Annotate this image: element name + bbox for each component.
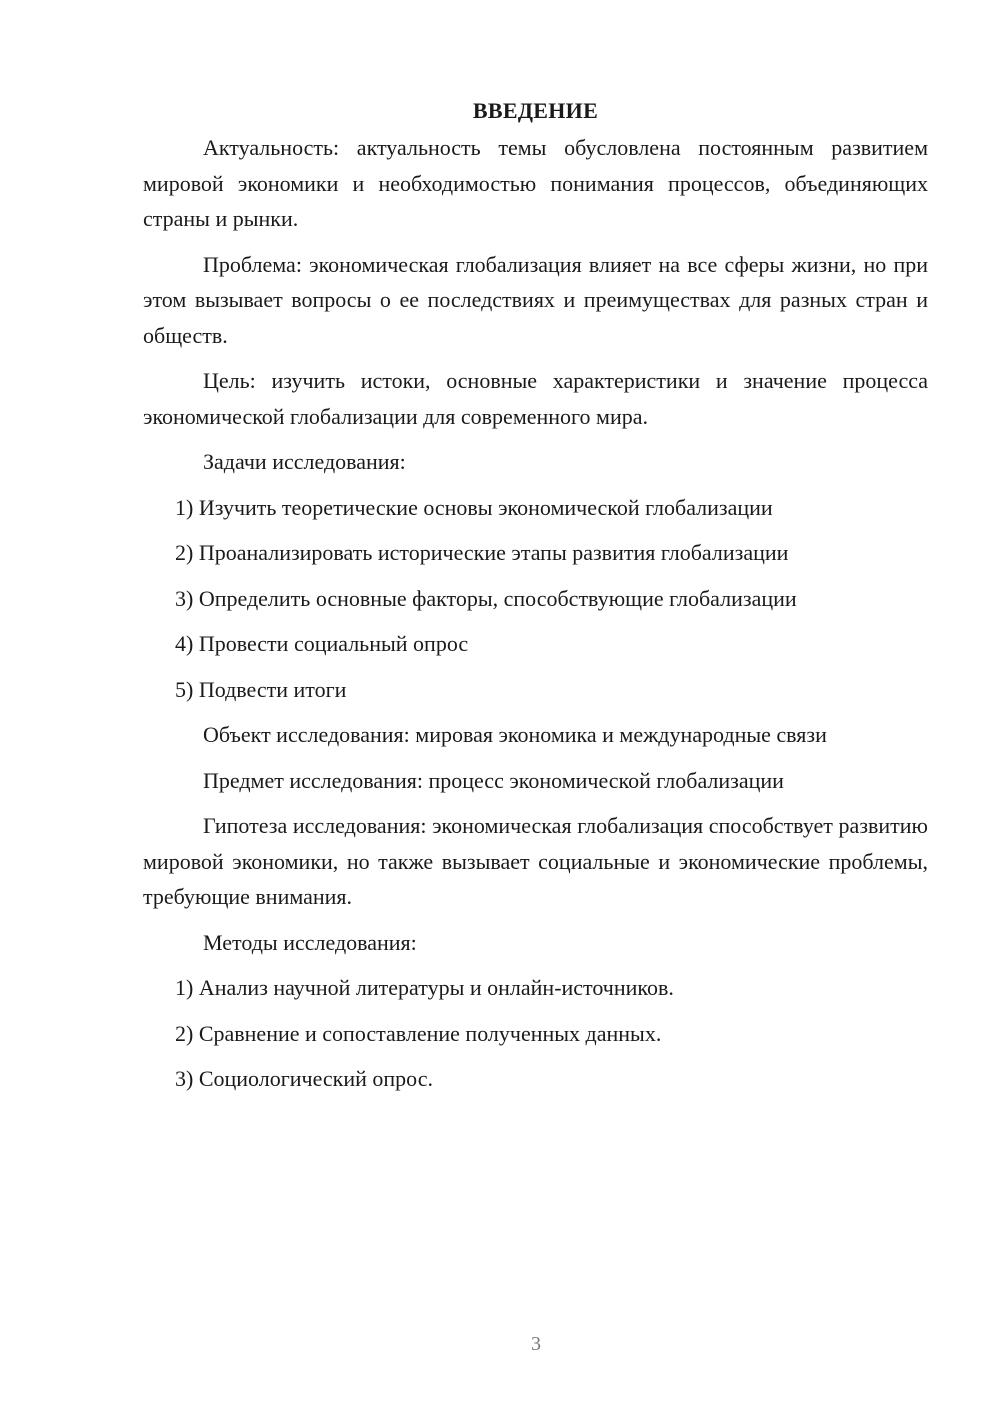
page-number: 3 [531, 1333, 541, 1355]
hypothesis-paragraph: Гипотеза исследования: экономическая глобализация способствует развитию мировой экономики, но также вызывает социальные и экономические проблемы, требующие внимания. [143, 813, 928, 909]
list-item: 2) Проанализировать исторические этапы развития глобализации [175, 540, 789, 565]
list-item: 1) Изучить теоретические основы экономической глобализации [175, 494, 773, 520]
tasks-heading: Задачи исследования: [203, 449, 406, 474]
tasks-list [143, 490, 928, 708]
list-item: 2) Сравнение и сопоставление полученных данных. [175, 1020, 662, 1046]
list-item: 4) Провести социальный опрос [175, 631, 469, 656]
section-title: ВВЕДЕНИЕ [472, 98, 599, 123]
methods-list [143, 970, 928, 1097]
list-item: 3) Определить основные факторы, способствующие глобализации [175, 585, 797, 611]
methods-heading: Методы исследования: [203, 929, 417, 955]
page-content [143, 92, 928, 1107]
list-item: 3) Социологический опрос. [175, 1066, 433, 1091]
relevance-paragraph: Актуальность: актуальность темы обусловлена постоянным развитием мировой экономики и необходимостью понимания процессов, объединяющих страны и рынки. [143, 135, 928, 231]
list-item: 5) Подвести итоги [175, 676, 347, 702]
list-item: 1) Анализ научной литературы и онлайн-источников. [175, 975, 674, 1000]
subject-paragraph: Предмет исследования: процесс экономической глобализации [203, 767, 784, 793]
goal-paragraph: Цель: изучить истоки, основные характеристики и значение процесса экономической глобализации для современного мира. [143, 368, 928, 429]
object-paragraph: Объект исследования: мировая экономика и международные связи [203, 722, 827, 747]
problem-paragraph: Проблема: экономическая глобализация влияет на все сферы жизни, но при этом вызывает вопросы о ее последствиях и преимуществах для разных стран и обществ. [143, 251, 928, 348]
